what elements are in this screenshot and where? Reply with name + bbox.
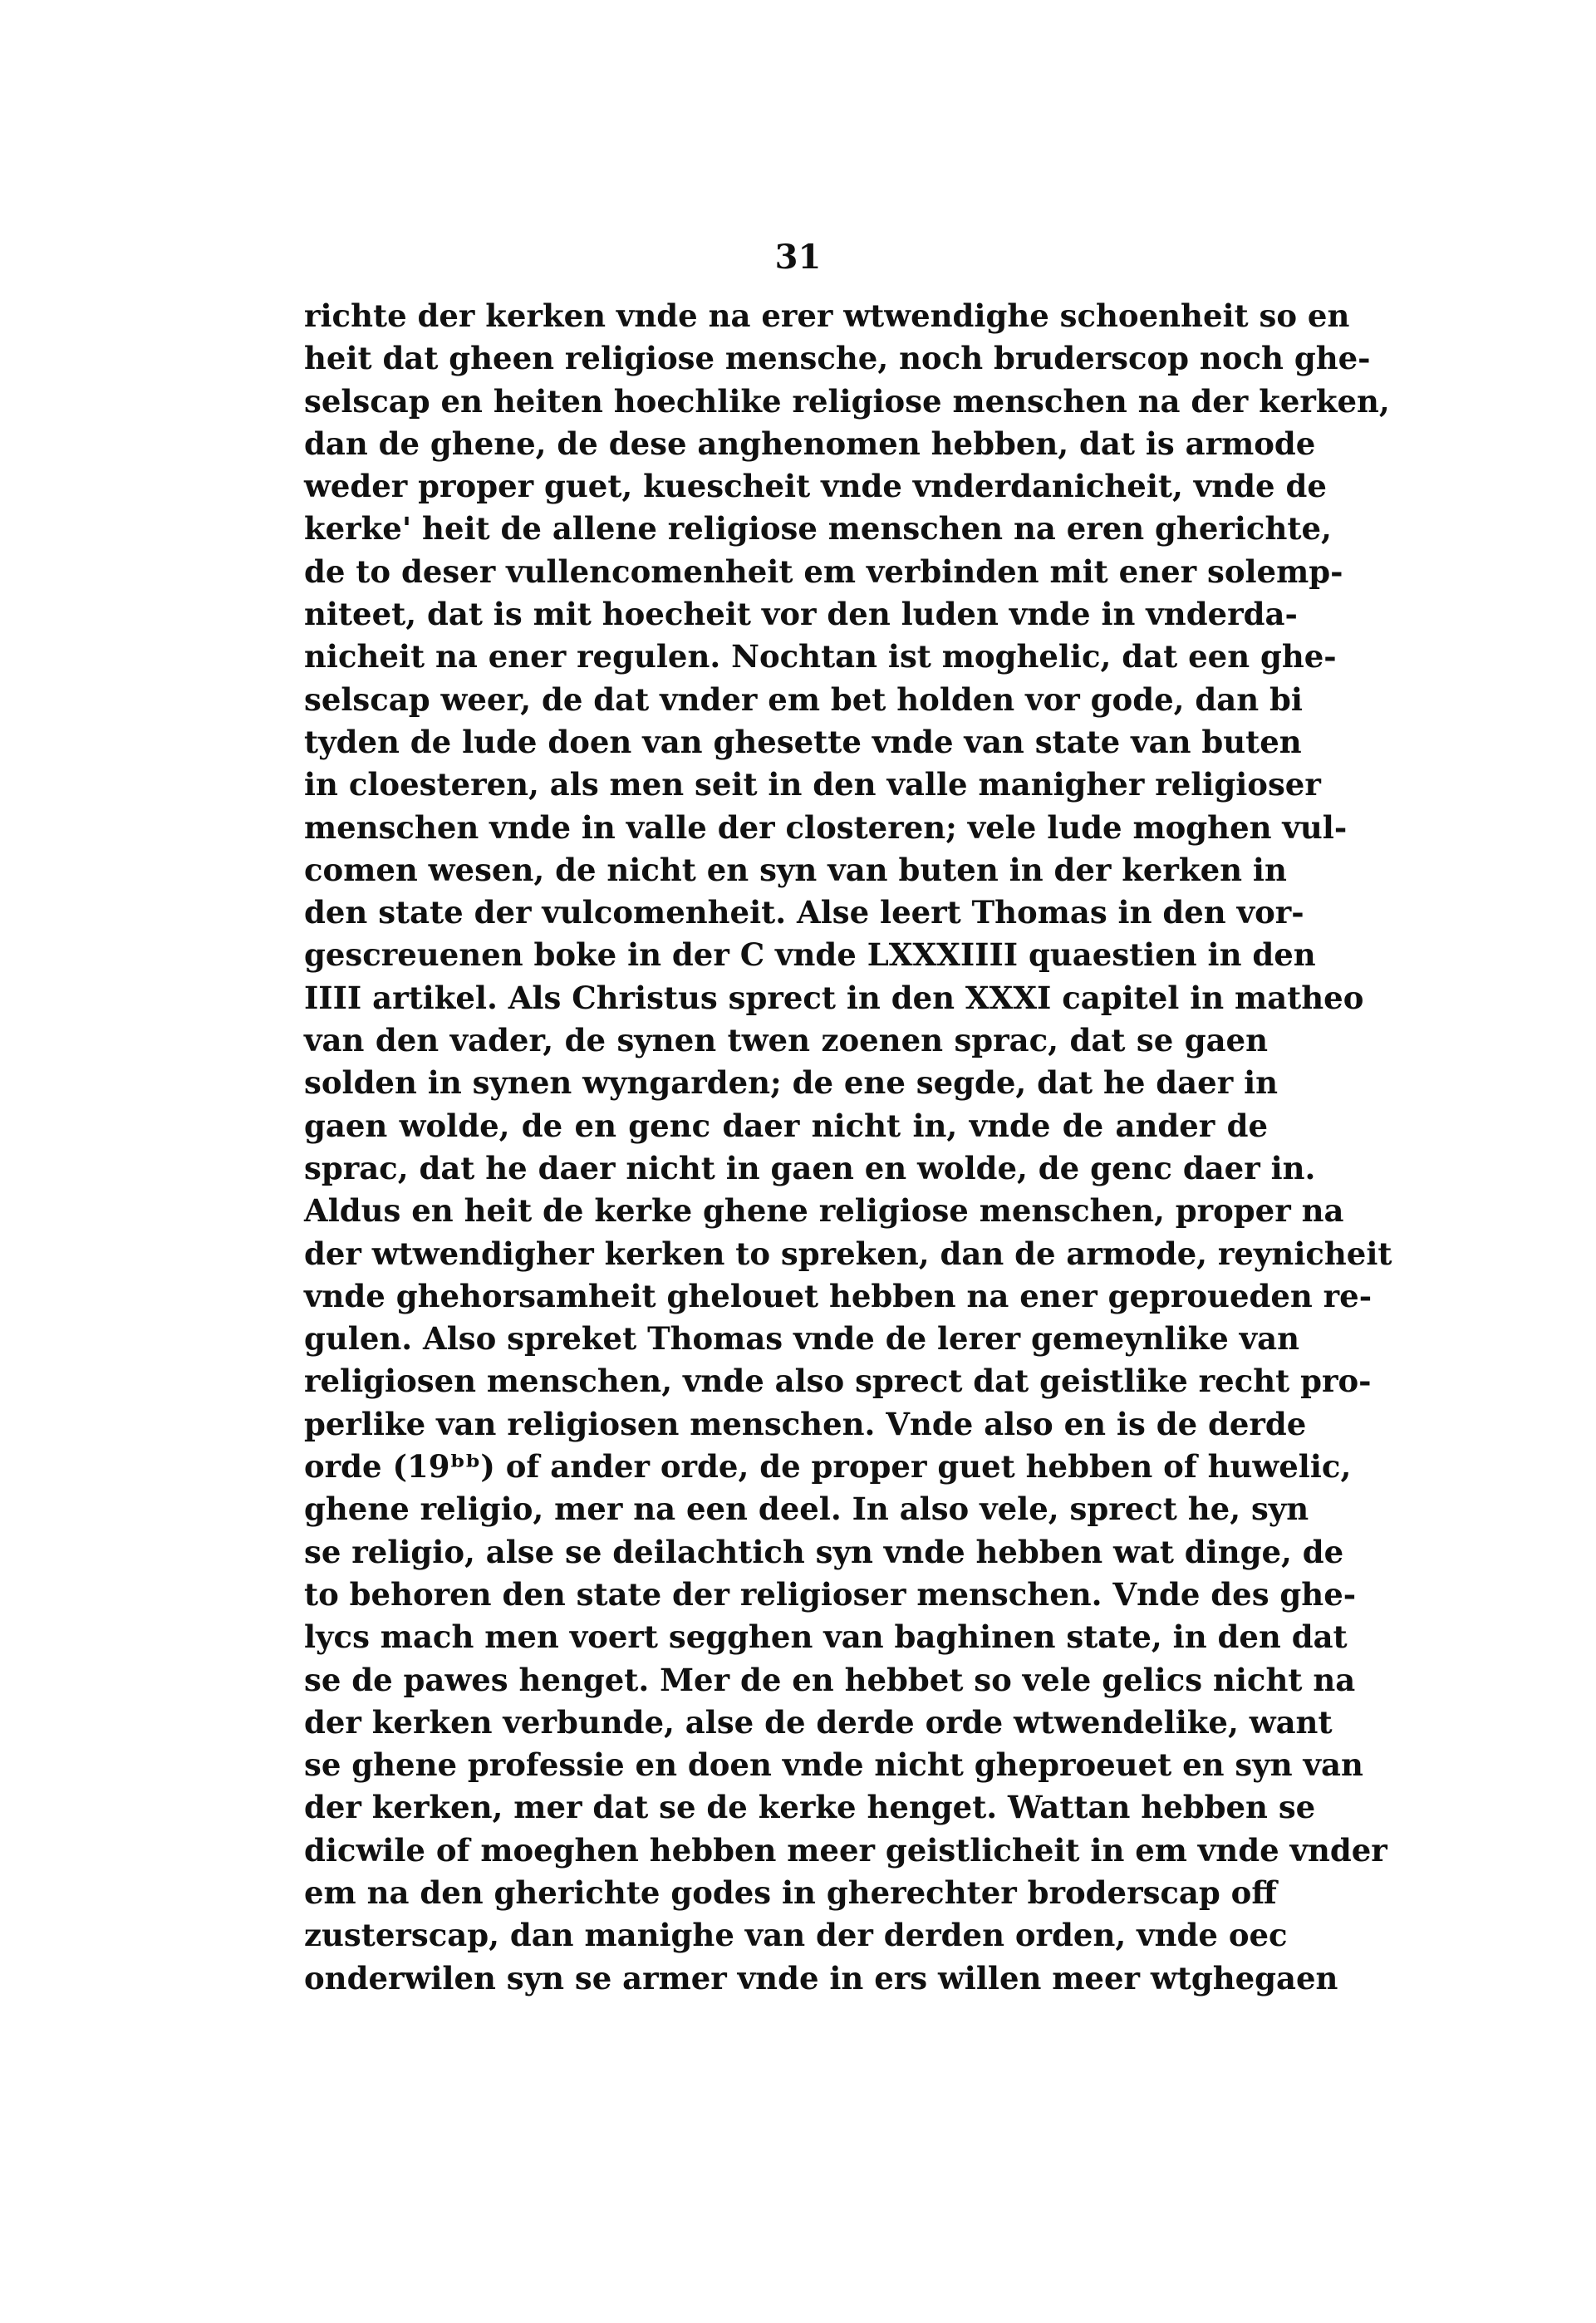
text-line: dan de ghene, de dese anghenomen hebben, dat is armode (304, 425, 1316, 462)
text-line: perlike van religiosen menschen. Vnde also en is de derde (304, 1405, 1307, 1442)
text-line: richte der kerken vnde na erer wtwendighe schoenheit so en (304, 297, 1350, 334)
text-line: Aldus en heit de kerke ghene religiose menschen, proper na (304, 1192, 1344, 1230)
text-line: gaen wolde, de en genc daer nicht in, vnde de ander de (304, 1107, 1268, 1144)
text-line: ghene religio, mer na een deel. In also vele, sprect he, syn (304, 1491, 1309, 1528)
text-line: menschen vnde in valle der closteren; vele lude moghen vul- (304, 808, 1348, 846)
text-line: den state der vulcomenheit. Alse leert Thomas in den vor- (304, 894, 1304, 931)
text-line: comen wesen, de nicht en syn van buten in der kerken in (304, 851, 1287, 888)
text-line: se ghene professie en doen vnde nicht gheproeuet en syn van (304, 1746, 1363, 1784)
text-line: der wtwendigher kerken to spreken, dan de armode, reynicheit (304, 1235, 1392, 1272)
text-line: gescreuenen boke in der C vnde LXXXIIII quaestien in den (304, 936, 1316, 974)
text-line: solden in synen wyngarden; de ene segde, dat he daer in (304, 1064, 1279, 1102)
text-line: de to deser vullencomenheit em verbinden mit ener solemp- (304, 553, 1343, 590)
text-line: zusterscap, dan manighe van der derden orden, vnde oec (304, 1917, 1288, 1954)
text-line: em na den gherichte godes in gherechter broderscap off (304, 1874, 1277, 1911)
text-line: der kerken verbunde, alse de derde orde wtwendelike, want (304, 1703, 1333, 1741)
text-line: se de pawes henget. Mer de en hebbet so vele gelics nicht na (304, 1661, 1356, 1698)
text-line: selscap en heiten hoechlike religiose menschen na der kerken, (304, 382, 1390, 420)
text-line: orde (19ᵇᵇ) of ander orde, de proper guet hebben of huwelic, (304, 1448, 1352, 1486)
text-line: gulen. Also spreket Thomas vnde de lerer gemeynlike van (304, 1320, 1300, 1358)
text-line: selscap weer, de dat vnder em bet holden vor gode, dan bi (304, 680, 1303, 718)
text-line: in cloesteren, als men seit in den valle manigher religioser (304, 766, 1321, 803)
text-line: heit dat gheen religiose mensche, noch bruderscop noch ghe- (304, 340, 1371, 377)
text-line: IIII artikel. Als Christus sprect in den XXXI capitel in matheo (304, 979, 1364, 1016)
text-line: kerke' heit de allene religiose menschen na eren gherichte, (304, 510, 1332, 548)
text-line: tyden de lude doen van ghesette vnde van state van buten (304, 723, 1302, 760)
body-text (304, 295, 1392, 2000)
text-line: se religio, alse se deilachtich syn vnde hebben wat dinge, de (304, 1533, 1344, 1570)
page-number: 31 (774, 238, 822, 277)
text-line: der kerken, mer dat se de kerke henget. Wattan hebben se (304, 1789, 1316, 1826)
text-line: onderwilen syn se armer vnde in ers willen meer wtghegaen (304, 1959, 1338, 1996)
text-line: niteet, dat is mit hoecheit vor den luden vnde in vnderda- (304, 596, 1298, 633)
text-line: to behoren den state der religioser menschen. Vnde des ghe- (304, 1575, 1357, 1613)
text-line: nicheit na ener regulen. Nochtan ist moghelic, dat een ghe- (304, 638, 1337, 675)
text-line: lycs mach men voert segghen van baghinen state, in den dat (304, 1618, 1348, 1656)
text-line: religiosen menschen, vnde also sprect dat geistlike recht pro- (304, 1363, 1372, 1400)
text-line: weder proper guet, kuescheit vnde vnderdanicheit, vnde de (304, 468, 1327, 505)
text-line: dicwile of moeghen hebben meer geistlicheit in em vnde vnder (304, 1831, 1387, 1869)
text-line: sprac, dat he daer nicht in gaen en wolde, de genc daer in. (304, 1149, 1316, 1186)
text-line: van den vader, de synen twen zoenen sprac, dat se gaen (304, 1022, 1268, 1059)
text-line: vnde ghehorsamheit ghelouet hebben na ener geproueden re- (304, 1277, 1373, 1314)
